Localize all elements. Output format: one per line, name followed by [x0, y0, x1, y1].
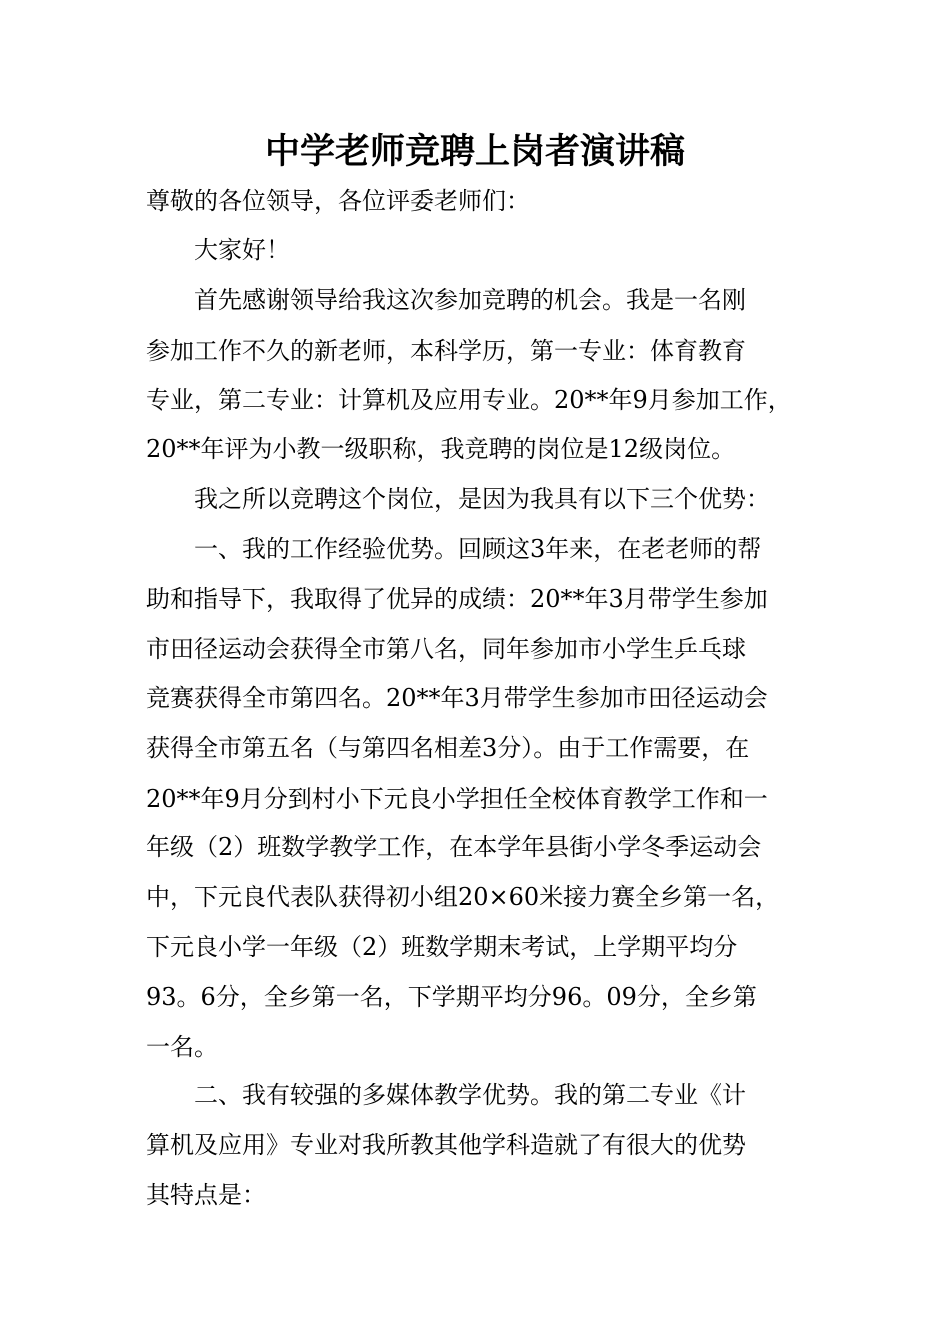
paragraph-line: 首先感谢领导给我这次参加竞聘的机会。我是一名刚 — [194, 286, 746, 314]
paragraph-line: 专业，第二专业：计算机及应用专业。20**年9月参加工作， — [146, 386, 792, 414]
paragraph-line: 下元良小学一年级（2）班数学期末考试，上学期平均分 — [146, 933, 738, 961]
paragraph-line: 获得全市第五名（与第四名相差3分）。由于工作需要，在 — [146, 734, 750, 762]
paragraph-line: 二、我有较强的多媒体教学优势。我的第二专业《计 — [194, 1081, 746, 1109]
paragraph-line: 我之所以竞聘这个岗位，是因为我具有以下三个优势： — [194, 485, 770, 513]
paragraph-line: 助和指导下，我取得了优异的成绩：20**年3月带学生参加 — [146, 585, 768, 613]
paragraph-line: 参加工作不久的新老师，本科学历，第一专业：体育教育 — [146, 337, 746, 365]
paragraph-line: 一名。 — [146, 1033, 218, 1061]
paragraph-line: 20**年评为小教一级职称，我竞聘的岗位是12级岗位。 — [146, 435, 736, 463]
paragraph-line: 年级（2）班数学教学工作，在本学年县街小学冬季运动会 — [146, 833, 762, 861]
paragraph-line: 93。6分，全乡第一名，下学期平均分96。09分，全乡第 — [146, 983, 757, 1011]
paragraph-line: 市田径运动会获得全市第八名，同年参加市小学生乒乓球 — [146, 635, 746, 663]
document-title: 中学老师竞聘上岗者演讲稿 — [264, 132, 685, 172]
paragraph-line: 竞赛获得全市第四名。20**年3月带学生参加市田径运动会 — [146, 684, 768, 712]
greeting-line: 大家好！ — [194, 236, 290, 264]
paragraph-line: 一、我的工作经验优势。回顾这3年来，在老老师的帮 — [194, 535, 762, 563]
paragraph-line: 中，下元良代表队获得初小组20×60米接力赛全乡第一名， — [146, 883, 780, 911]
paragraph-line: 算机及应用》专业对我所教其他学科造就了有很大的优势 — [146, 1131, 746, 1159]
paragraph-line: 20**年9月分到村小下元良小学担任全校体育教学工作和一 — [146, 785, 768, 813]
paragraph-line: 其特点是： — [146, 1181, 266, 1209]
salutation-line: 尊敬的各位领导，各位评委老师们： — [146, 187, 530, 215]
